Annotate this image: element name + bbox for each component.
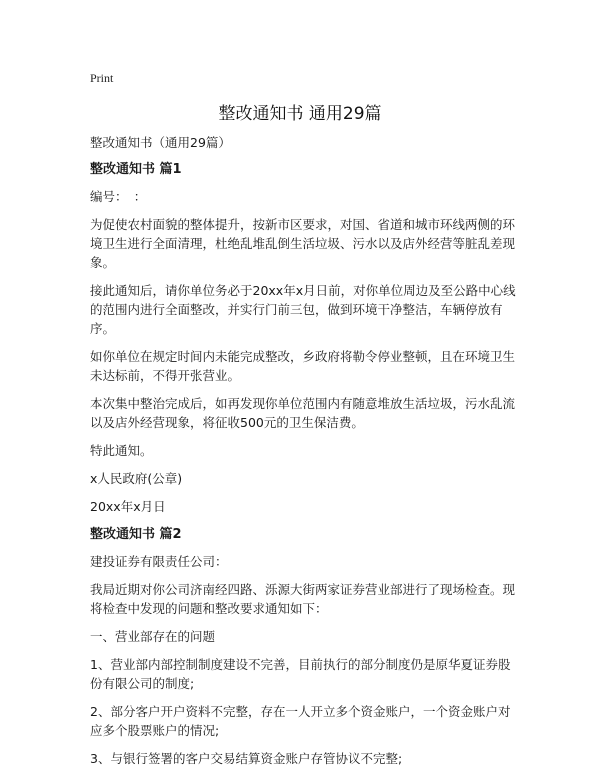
paragraph: 如你单位在规定时间内未能完成整改，乡政府将勒令停业整顿，且在环境卫生未达标前，不得开张营业。: [90, 349, 516, 383]
paragraph: 2、部分客户开户资料不完整，存在一人开立多个资金账户，一个资金账户对应多个股票账户的情况;: [90, 704, 511, 738]
paragraph: 3、与银行签署的客户交易结算资金账户存管协议不完整;: [90, 751, 403, 766]
section-heading: 整改通知书 篇1: [90, 162, 182, 177]
paragraph: 本次集中整治完成后，如再发现你单位范围内有随意堆放生活垃圾，污水乱流以及店外经营现象，将征收500元的卫生保洁费。: [90, 396, 516, 430]
paragraph: 一、营业部存在的问题: [90, 629, 216, 644]
paragraph: x人民政府(公章): [90, 471, 183, 486]
document-subtitle: 整改通知书（通用29篇）: [90, 135, 231, 150]
paragraph: 1、营业部内部控制制度建设不完善，目前执行的部分制度仍是原华夏证券股份有限公司的制度;: [90, 657, 511, 691]
page-title: 整改通知书 通用29篇: [218, 104, 382, 124]
paragraph: 我局近期对你公司济南经四路、泺源大街两家证券营业部进行了现场检查。现将检查中发现的问题和整改要求通知如下：: [90, 582, 516, 616]
document-body: [90, 133, 520, 777]
paragraph: 20xx年x月日: [90, 499, 166, 514]
print-link[interactable]: Print: [90, 71, 114, 85]
paragraph: 为促使农村面貌的整体提升，按新市区要求，对国、省道和城市环线两侧的环境卫生进行全面清理，杜绝乱堆乱倒生活垃圾、污水以及店外经营等脏乱差现象。: [90, 217, 516, 270]
section-heading: 整改通知书 篇2: [90, 527, 182, 542]
paragraph: 特此通知。: [90, 443, 153, 458]
paragraph: 接此通知后，请你单位务必于20xx年x月日前，对你单位周边及至公路中心线的范围内进行全面整改，并实行门前三包，做到环境干净整洁，车辆停放有序。: [90, 283, 516, 336]
paragraph: 编号： ：: [90, 189, 147, 204]
paragraph: 建投证券有限责任公司：: [90, 554, 228, 569]
